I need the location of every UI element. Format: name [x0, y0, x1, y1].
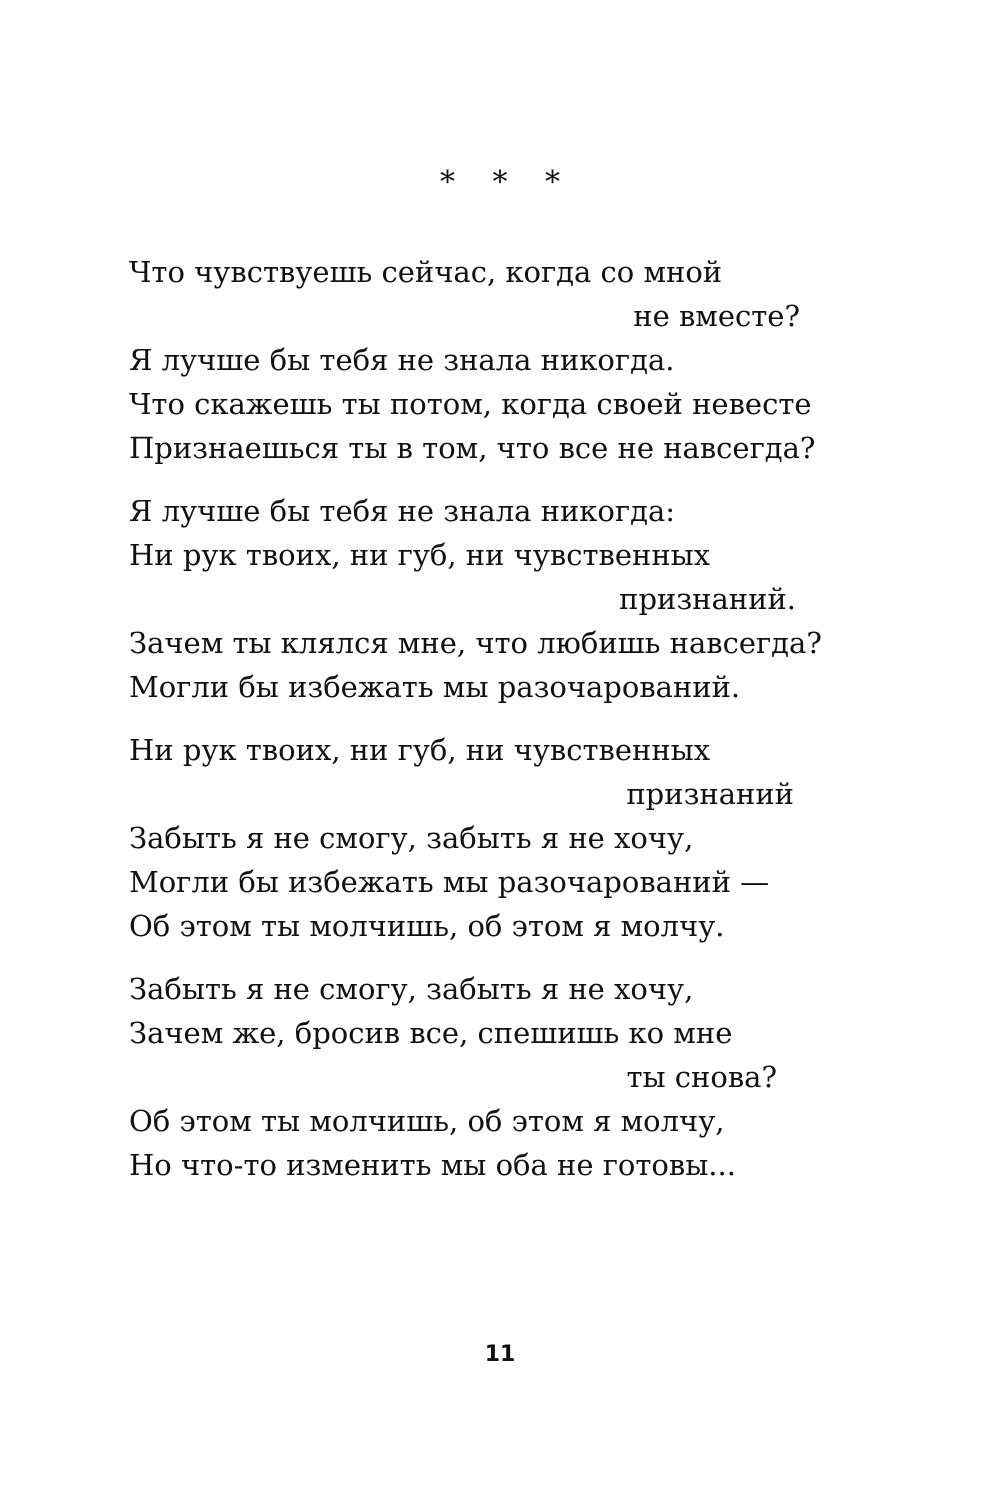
- poem-line-continuation: признаний: [626, 777, 794, 811]
- poem-line: Забыть я не смогу, забыть я не хочу,: [129, 821, 694, 855]
- poem: [129, 250, 829, 1206]
- poem-line: Но что-то изменить мы оба не готовы...: [129, 1148, 736, 1182]
- poem-line: Ни рук твоих, ни губ, ни чувственных: [129, 733, 711, 767]
- poem-line: Что чувствуешь сейчас, когда со мной: [129, 255, 723, 289]
- poem-line: Забыть я не смогу, забыть я не хочу,: [129, 972, 694, 1006]
- poem-line: Зачем ты клялся мне, что любишь навсегда?: [129, 626, 822, 660]
- stanza-3: [129, 728, 829, 948]
- poem-line: Я лучше бы тебя не знала никогда.: [129, 343, 675, 377]
- poem-line: Признаешься ты в том, что все не навсегда?: [129, 431, 816, 465]
- poem-line: Об этом ты молчишь, об этом я молчу,: [129, 1104, 725, 1138]
- poem-line: Ни рук твоих, ни губ, ни чувственных: [129, 538, 711, 572]
- poem-line-continuation: ты снова?: [626, 1060, 777, 1094]
- stanza-4: [129, 967, 829, 1187]
- stanza-1: [129, 250, 829, 470]
- poem-line: Зачем же, бросив все, спешишь ко мне: [129, 1016, 733, 1050]
- poem-line: Могли бы избежать мы разочарований —: [129, 865, 770, 899]
- stanza-2: [129, 489, 829, 709]
- section-ornament: * * *: [439, 165, 575, 200]
- poem-line: Могли бы избежать мы разочарований.: [129, 670, 741, 704]
- poem-line: Что скажешь ты потом, когда своей невесте: [129, 387, 812, 421]
- poem-line-continuation: не вместе?: [633, 299, 800, 333]
- page-number: 11: [484, 1342, 516, 1367]
- poem-line-continuation: признаний.: [619, 582, 796, 616]
- poem-line: Я лучше бы тебя не знала никогда:: [129, 494, 676, 528]
- poem-line: Об этом ты молчишь, об этом я молчу.: [129, 909, 725, 943]
